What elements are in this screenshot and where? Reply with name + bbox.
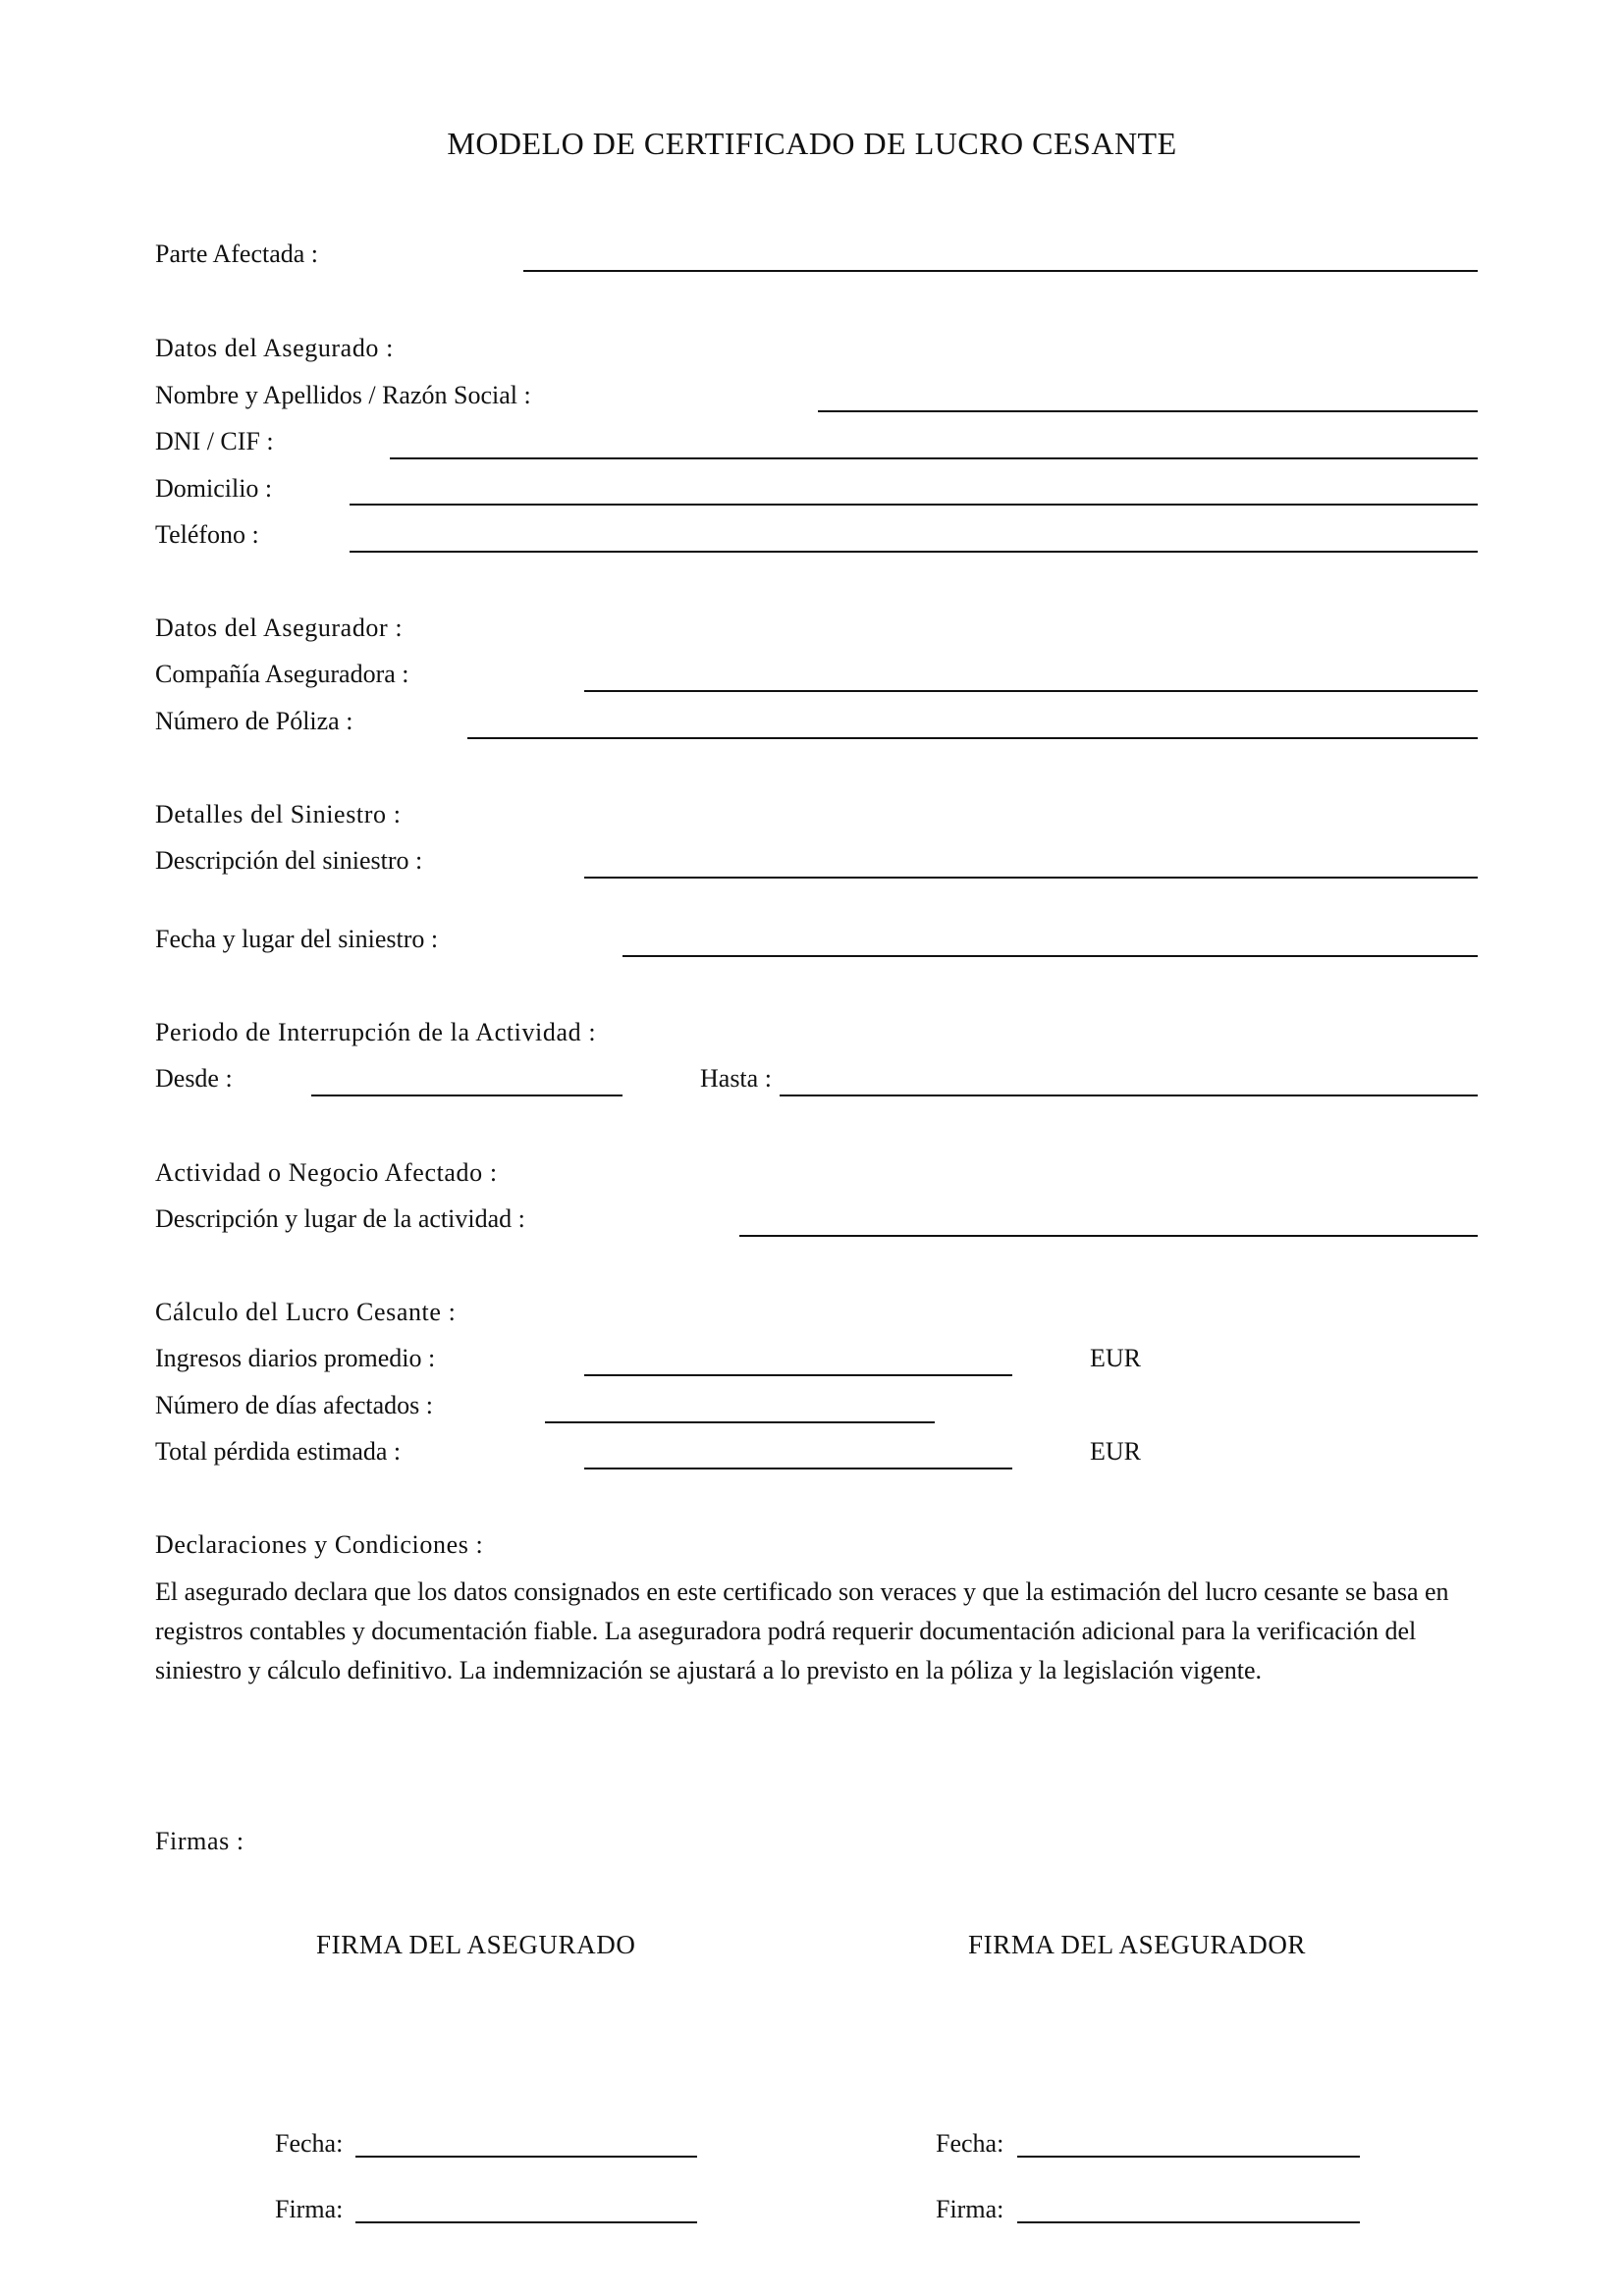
actividad-heading: Actividad o Negocio Afectado :	[155, 1158, 498, 1187]
siniestro-heading: Detalles del Siniestro :	[155, 800, 402, 828]
asegurado-fecha-field[interactable]	[355, 2156, 697, 2158]
descripcion-siniestro-label: Descripción del siniestro :	[155, 846, 423, 875]
calculo-heading: Cálculo del Lucro Cesante :	[155, 1298, 457, 1326]
asegurador-fecha-field[interactable]	[1017, 2156, 1360, 2158]
descripcion-actividad-label: Descripción y lugar de la actividad :	[155, 1204, 525, 1233]
dni-label: DNI / CIF :	[155, 427, 274, 455]
nombre-label: Nombre y Apellidos / Razón Social :	[155, 381, 531, 409]
document-title: MODELO DE CERTIFICADO DE LUCRO CESANTE	[447, 126, 1177, 161]
telefono-label: Teléfono :	[155, 520, 259, 549]
asegurador-heading: Datos del Asegurador :	[155, 614, 404, 642]
fecha-lugar-label: Fecha y lugar del siniestro :	[155, 925, 439, 953]
ingresos-label: Ingresos diarios promedio :	[155, 1344, 436, 1372]
hasta-label: Hasta :	[700, 1064, 772, 1093]
poliza-field[interactable]	[467, 737, 1478, 739]
declaraciones-heading: Declaraciones y Condiciones :	[155, 1530, 484, 1559]
firma-asegurado-title: FIRMA DEL ASEGURADO	[316, 1930, 636, 1959]
asegurado-fecha-label: Fecha:	[275, 2129, 344, 2158]
parte-afectada-field[interactable]	[523, 270, 1478, 272]
asegurado-firma-field[interactable]	[355, 2221, 697, 2223]
interrupcion-heading: Periodo de Interrupción de la Actividad :	[155, 1018, 597, 1046]
total-label: Total pérdida estimada :	[155, 1437, 402, 1466]
asegurado-heading: Datos del Asegurado :	[155, 334, 394, 362]
ingresos-field[interactable]	[584, 1374, 1012, 1376]
descripcion-actividad-field[interactable]	[739, 1235, 1478, 1237]
domicilio-field[interactable]	[350, 504, 1478, 506]
firmas-heading: Firmas :	[155, 1827, 244, 1855]
total-unit: EUR	[1090, 1437, 1141, 1466]
parte-afectada-label: Parte Afectada :	[155, 240, 319, 268]
desde-label: Desde :	[155, 1064, 233, 1093]
asegurador-firma-label: Firma:	[936, 2195, 1004, 2223]
nombre-field[interactable]	[818, 410, 1478, 412]
dni-field[interactable]	[390, 457, 1478, 459]
compania-label: Compañía Aseguradora :	[155, 660, 409, 688]
firma-asegurador-title: FIRMA DEL ASEGURADOR	[968, 1930, 1307, 1959]
asegurador-fecha-label: Fecha:	[936, 2129, 1004, 2158]
dias-label: Número de días afectados :	[155, 1391, 434, 1419]
declaraciones-text: El asegurado declara que los datos consignados en este certificado son veraces y que la estimación del lucro cesante se basa en registros contables y documentación fiable. La aseguradora podrá requerir documentación adicional para la verificación del siniestro y cálculo definitivo. La indemnización se ajustará a lo previsto en la póliza y la legislación vigente.	[155, 1577, 1449, 1684]
hasta-field[interactable]	[780, 1095, 1478, 1096]
domicilio-label: Domicilio :	[155, 474, 273, 503]
dias-field[interactable]	[545, 1421, 935, 1423]
desde-field[interactable]	[311, 1095, 623, 1096]
asegurado-firma-label: Firma:	[275, 2195, 344, 2223]
poliza-label: Número de Póliza :	[155, 707, 353, 735]
telefono-field[interactable]	[350, 551, 1478, 553]
asegurador-firma-field[interactable]	[1017, 2221, 1360, 2223]
fecha-lugar-field[interactable]	[623, 955, 1478, 957]
compania-field[interactable]	[584, 690, 1478, 692]
total-field[interactable]	[584, 1468, 1012, 1469]
descripcion-siniestro-field[interactable]	[584, 877, 1478, 879]
ingresos-unit: EUR	[1090, 1344, 1141, 1372]
